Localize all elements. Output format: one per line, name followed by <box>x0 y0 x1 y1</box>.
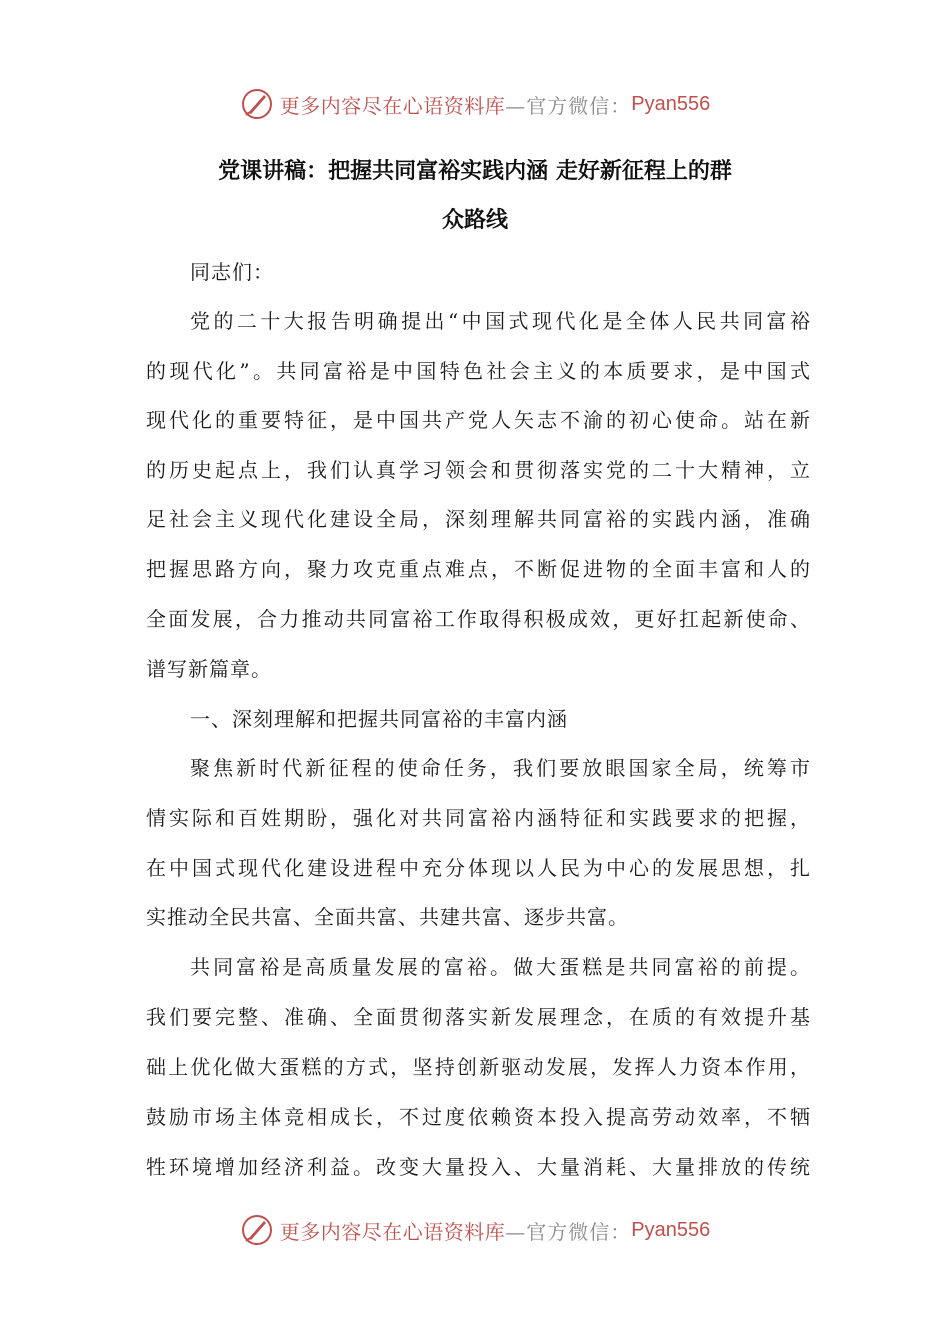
banner-separator-text: —官方微信： <box>505 1219 632 1244</box>
paragraph-1-line: 的历史起点上，我们认真学习领会和贯彻落实党的二十大精神，立 <box>146 458 810 482</box>
banner-brand-text: 更多内容尽在心语资料库 <box>279 1219 506 1244</box>
paragraph-1-line: 的现代化”。共同富裕是中国特色社会主义的本质要求，是中国式 <box>146 359 810 383</box>
section-heading-1: 一、深刻理解和把握共同富裕的丰富内涵 <box>190 707 568 731</box>
banner-brand-text: 更多内容尽在心语资料库 <box>279 93 506 118</box>
banner-wechat-id: Pyan556 <box>631 1218 711 1241</box>
quill-logo-icon <box>240 1213 274 1247</box>
paragraph-3-line: 牲环境增加经济利益。改变大量投入、大量消耗、大量排放的传统 <box>146 1155 810 1179</box>
footer-watermark-banner <box>0 1210 950 1250</box>
header-watermark-banner <box>0 84 950 124</box>
paragraph-3-line: 础上优化做大蛋糕的方式，坚持创新驱动发展，发挥人力资本作用， <box>146 1055 810 1079</box>
quill-logo-icon <box>240 87 274 121</box>
paragraph-1-line: 把握思路方向，聚力攻克重点难点，不断促进物的全面丰富和人的 <box>146 557 810 581</box>
paragraph-1-line: 全面发展，合力推动共同富裕工作取得积极成效，更好扛起新使命、 <box>146 607 810 631</box>
paragraph-3-line: 鼓励市场主体竞相成长，不过度依赖资本投入提高劳动效率，不牺 <box>146 1105 810 1129</box>
paragraph-2-line: 实推动全民共富、全面共富、共建共富、逐步共富。 <box>146 905 629 929</box>
paragraph-1-line: 现代化的重要特征，是中国共产党人矢志不渝的初心使命。站在新 <box>146 408 810 432</box>
paragraph-1-line: 谱写新篇章。 <box>146 657 272 681</box>
greeting: 同志们： <box>190 260 274 284</box>
paragraph-2-line: 在中国式现代化建设进程中充分体现以人民为中心的发展思想，扎 <box>146 856 810 880</box>
paragraph-2-line: 情实际和百姓期盼，强化对共同富裕内涵特征和实践要求的把握， <box>146 806 810 830</box>
document-title-line-2: 众路线 <box>441 208 508 233</box>
document-title-line-1: 党课讲稿：把握共同富裕实践内涵 走好新征程上的群 <box>218 159 732 184</box>
banner-separator-text: —官方微信： <box>505 93 632 118</box>
paragraph-1-line: 党的二十大报告明确提出“中国式现代化是全体人民共同富裕 <box>190 309 810 333</box>
banner-wechat-id: Pyan556 <box>631 92 711 115</box>
paragraph-3-line: 共同富裕是高质量发展的富裕。做大蛋糕是共同富裕的前提。 <box>190 955 810 979</box>
paragraph-3-line: 我们要完整、准确、全面贯彻落实新发展理念，在质的有效提升基 <box>146 1005 810 1029</box>
paragraph-2-line: 聚焦新时代新征程的使命任务，我们要放眼国家全局，统筹市 <box>190 756 810 780</box>
paragraph-1-line: 足社会主义现代化建设全局，深刻理解共同富裕的实践内涵，准确 <box>146 507 810 531</box>
